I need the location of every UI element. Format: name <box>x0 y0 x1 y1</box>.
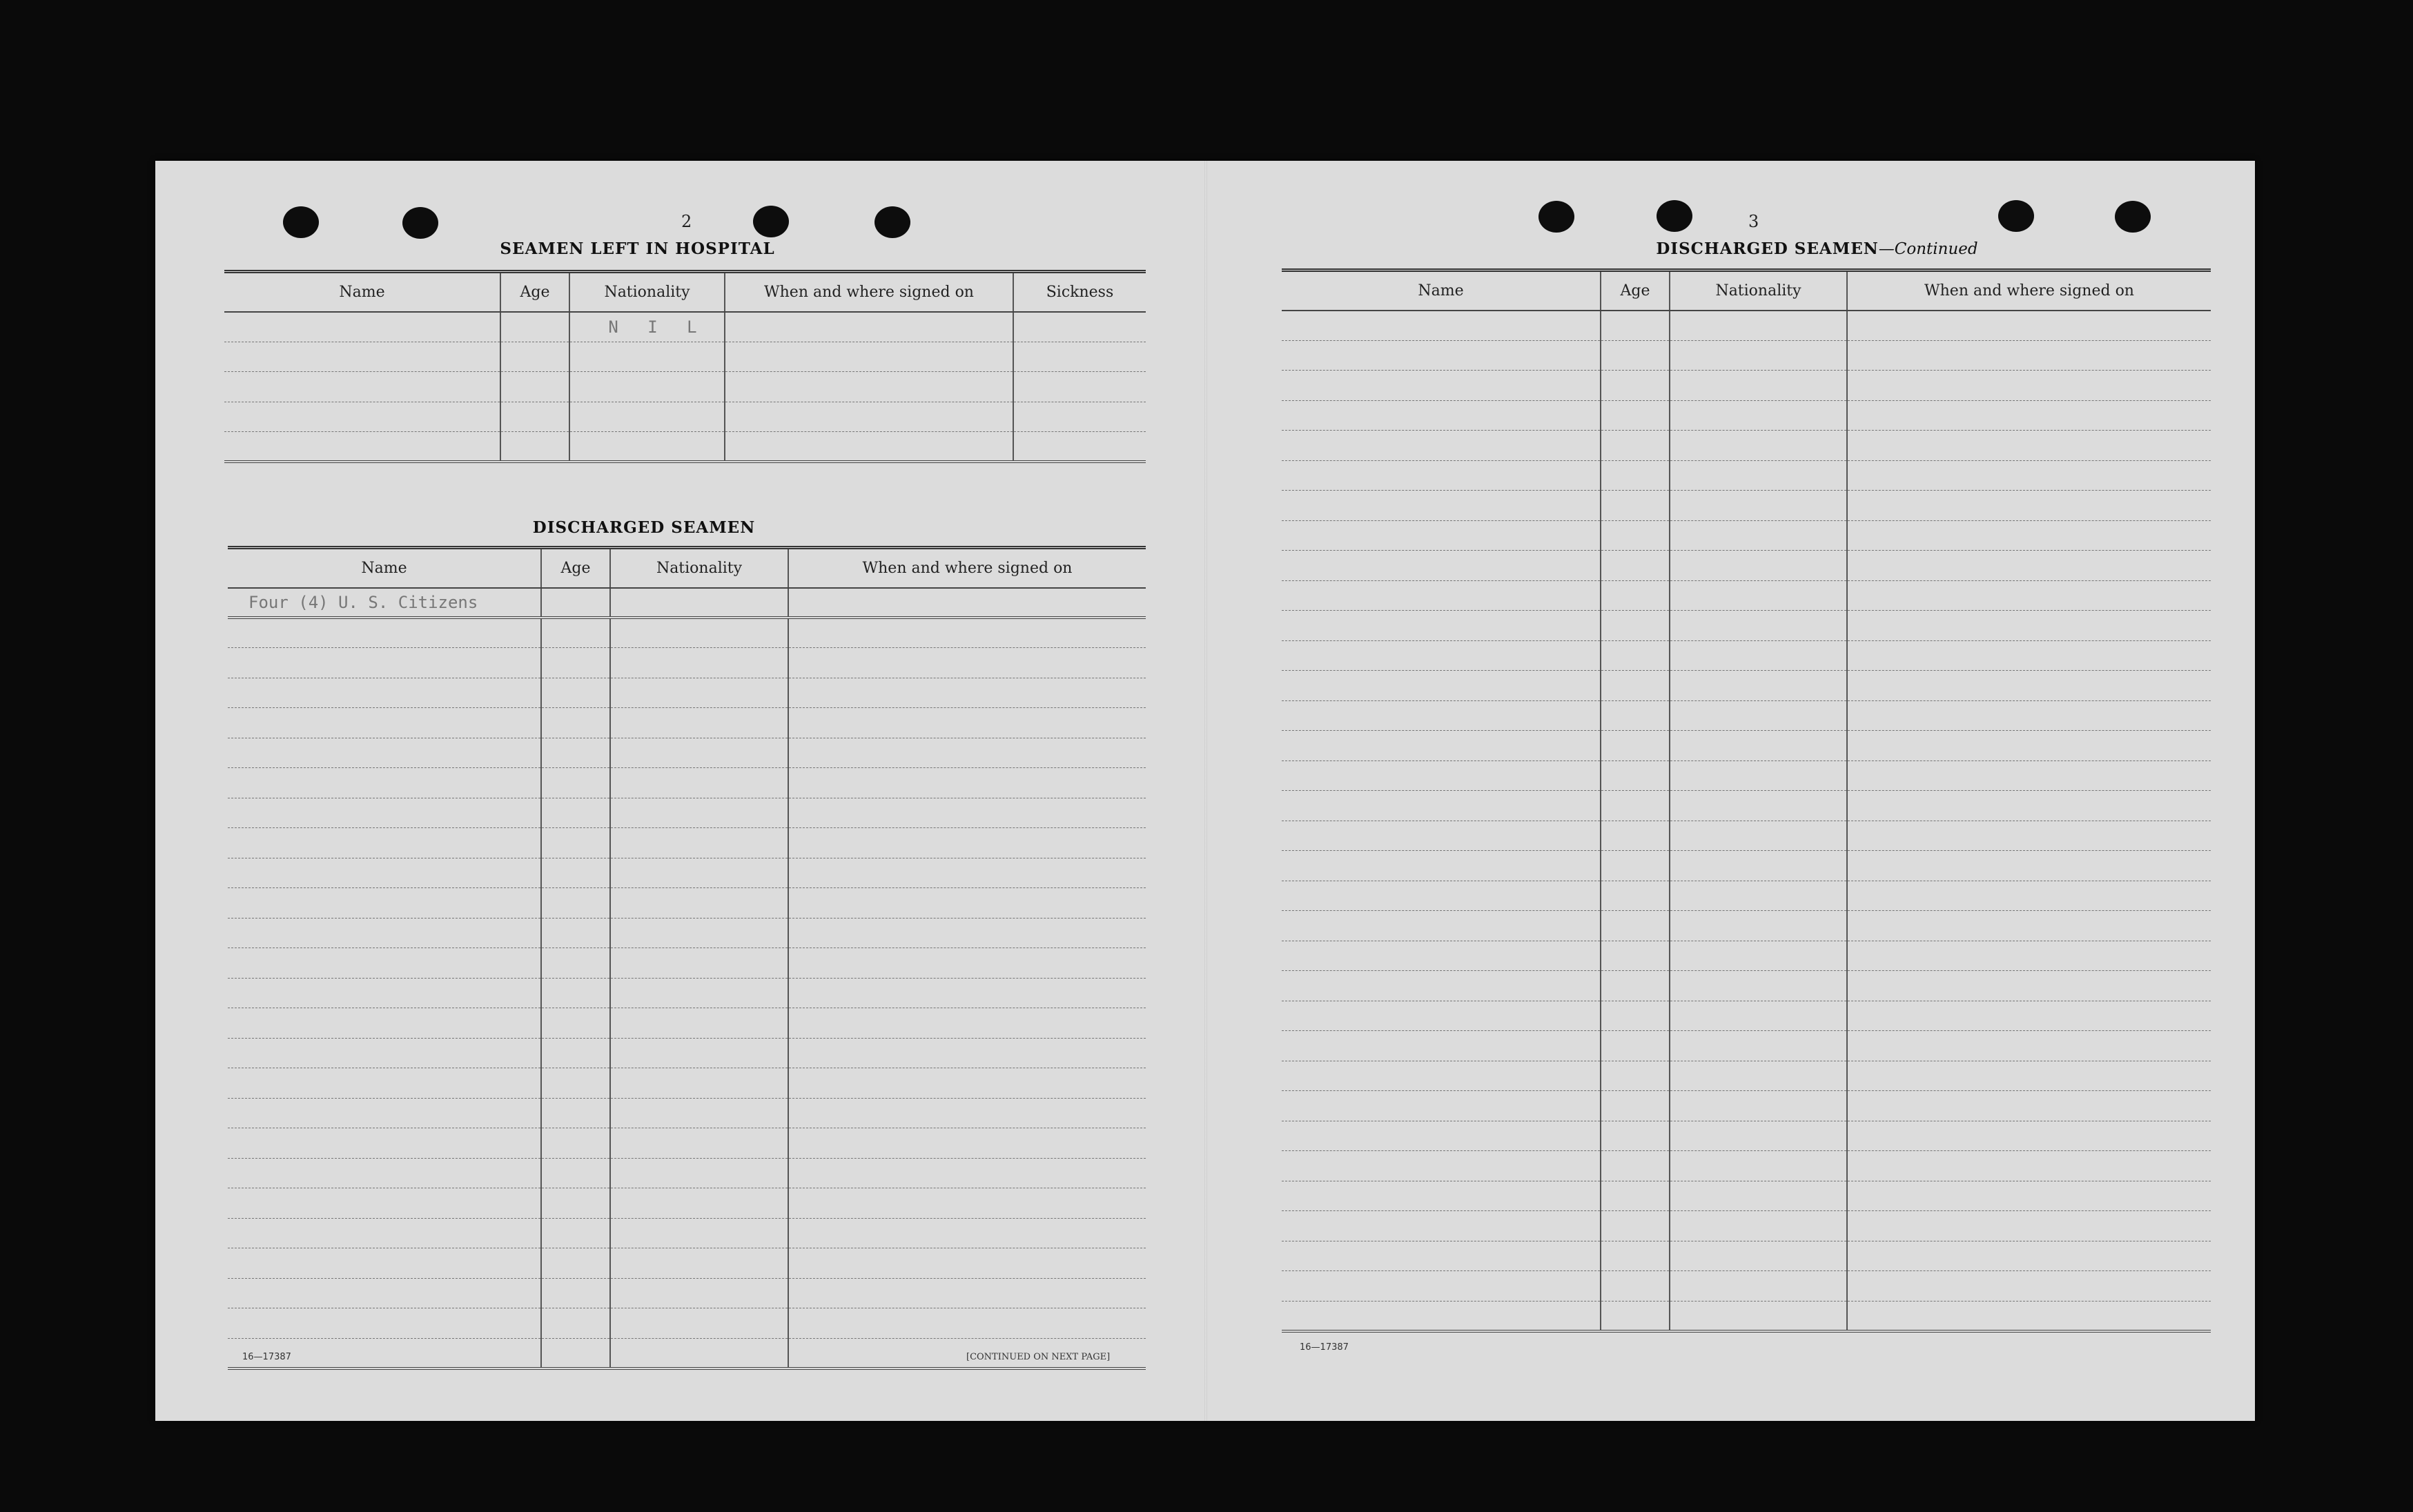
column-header-name: Name <box>228 548 541 588</box>
column-header-name: Name <box>1282 271 1601 311</box>
table-row <box>1282 791 2211 821</box>
punch-hole <box>875 206 910 238</box>
table-row <box>228 978 1146 1008</box>
typed-entry: Four (4) U. S. Citizens <box>228 588 541 618</box>
nil-entry: N I L <box>569 312 725 342</box>
table-row <box>1282 1121 2211 1151</box>
table-row <box>228 1098 1146 1128</box>
table-row <box>228 1278 1146 1308</box>
table-row <box>228 948 1146 979</box>
table-row <box>228 1188 1146 1219</box>
hospital-table <box>224 270 1146 463</box>
table-row <box>1282 941 2211 971</box>
table-row <box>228 1248 1146 1279</box>
table-row <box>1282 821 2211 851</box>
column-header-signed-on: When and where signed on <box>725 272 1013 312</box>
document-sheet <box>155 161 2255 1421</box>
discharged-table-left <box>228 546 1146 1370</box>
table-row <box>1282 1241 2211 1271</box>
table-row <box>1282 1031 2211 1061</box>
table-row <box>228 1068 1146 1099</box>
punch-hole <box>1538 201 1574 233</box>
table-row <box>1282 431 2211 461</box>
table-row <box>1282 1271 2211 1302</box>
table-row <box>228 1158 1146 1188</box>
table-row <box>1282 1061 2211 1091</box>
discharged-table-right <box>1282 268 2211 1333</box>
table-row <box>1282 611 2211 641</box>
table-row <box>1282 311 2211 341</box>
discharged-continued-title: DISCHARGED SEAMEN—Continued <box>1656 239 1978 258</box>
table-row <box>1282 1151 2211 1181</box>
punch-hole <box>1998 200 2034 232</box>
table-row <box>1282 671 2211 701</box>
form-code-right: 16—17387 <box>1300 1342 1349 1353</box>
table-row <box>1282 371 2211 401</box>
table-row <box>1282 551 2211 581</box>
table-row <box>228 828 1146 858</box>
column-header-nationality: Nationality <box>1670 271 1847 311</box>
column-header-age: Age <box>1601 271 1670 311</box>
column-header-signed-on: When and where signed on <box>788 548 1146 588</box>
discharged-section-title: DISCHARGED SEAMEN <box>532 518 756 537</box>
form-code-left: 16—17387 <box>242 1352 291 1362</box>
column-header-age: Age <box>541 548 610 588</box>
table-row <box>224 372 1146 402</box>
punch-hole <box>1657 200 1692 232</box>
table-row <box>228 858 1146 888</box>
table-row <box>228 1038 1146 1068</box>
table-row <box>1282 580 2211 611</box>
table-row <box>1282 881 2211 911</box>
hospital-section-title: SEAMEN LEFT IN HOSPITAL <box>500 239 775 258</box>
table-row <box>228 708 1146 738</box>
table-row <box>1282 1211 2211 1241</box>
table-row <box>1282 1001 2211 1031</box>
table-row <box>228 738 1146 768</box>
table-row <box>228 768 1146 798</box>
center-fold <box>1204 161 1207 1421</box>
table-row <box>1282 491 2211 521</box>
table-row <box>1282 640 2211 671</box>
table-row <box>228 1308 1146 1339</box>
table-row <box>228 1218 1146 1248</box>
table-row <box>228 888 1146 919</box>
table-row <box>1282 520 2211 551</box>
page-number-left: 2 <box>681 212 692 231</box>
column-header-nationality: Nationality <box>569 272 725 312</box>
punch-hole <box>283 206 319 238</box>
table-row <box>1282 400 2211 431</box>
table-row <box>228 588 1146 618</box>
punch-hole <box>402 207 438 239</box>
table-row <box>1282 760 2211 791</box>
column-header-signed-on: When and where signed on <box>1847 271 2211 311</box>
column-header-age: Age <box>500 272 569 312</box>
table-row <box>1282 731 2211 761</box>
table-row <box>1282 460 2211 491</box>
table-row <box>224 432 1146 462</box>
table-row <box>224 342 1146 372</box>
table-row <box>224 402 1146 432</box>
table-row <box>1282 851 2211 881</box>
punch-hole <box>753 206 789 237</box>
column-header-name: Name <box>224 272 500 312</box>
table-row <box>1282 1091 2211 1121</box>
table-row <box>1282 1301 2211 1331</box>
page-number-right: 3 <box>1748 212 1759 231</box>
table-row <box>228 648 1146 678</box>
punch-hole <box>2115 201 2151 233</box>
table-row <box>228 618 1146 648</box>
table-row <box>224 312 1146 342</box>
table-row <box>228 798 1146 828</box>
column-header-sickness: Sickness <box>1013 272 1146 312</box>
table-row <box>1282 971 2211 1001</box>
table-row <box>1282 700 2211 731</box>
table-row <box>1282 340 2211 371</box>
table-row <box>1282 1181 2211 1211</box>
table-row <box>228 1128 1146 1159</box>
column-header-nationality: Nationality <box>610 548 788 588</box>
table-row <box>228 678 1146 708</box>
continued-note: [CONTINUED ON NEXT PAGE] <box>966 1352 1111 1362</box>
table-row <box>228 918 1146 948</box>
table-row <box>228 1008 1146 1039</box>
table-row <box>1282 911 2211 941</box>
